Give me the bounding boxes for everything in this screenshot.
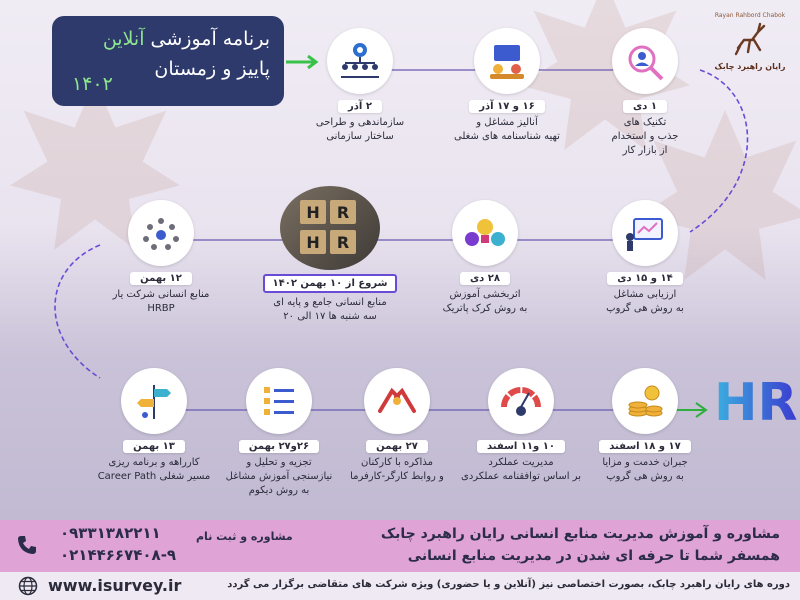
timeline-item-1	[300, 28, 420, 144]
timeline-description: اثربخشی آموزش به روش کرک پاتریک	[442, 289, 528, 314]
hr-logo	[712, 372, 798, 428]
checklist-icon	[246, 368, 312, 434]
job-evaluation-icon	[612, 200, 678, 266]
timeline-date: ۱۲ بهمن	[130, 272, 192, 285]
company-tagline-1: مشاوره و آموزش مدیریت منابع انسانی رایان راهبرد چابک	[380, 526, 780, 542]
timeline-date: ۲ آذر	[338, 100, 382, 113]
hrbp-network-icon	[128, 200, 194, 266]
timeline-item-8	[84, 368, 224, 484]
svg-text:HR: HR	[714, 373, 798, 428]
timeline-item-9	[214, 368, 344, 498]
negotiation-icon	[364, 368, 430, 434]
job-analysis-icon	[474, 28, 540, 94]
company-logo: Rayan Rahbord Chabok رایان راهبرد چابک	[714, 12, 786, 71]
career-path-icon	[121, 368, 187, 434]
timeline-description: مذاکره با کارکنان و روابط کارگر-کارفرما	[350, 457, 444, 482]
title-year: ۱۴۰۲	[72, 73, 113, 95]
timeline-date: ۱ دی	[623, 100, 667, 113]
footer-note: دوره های رایان راهبرد چابک، بصورت اختصاصی نیز (آنلاین و یا حضوری) ویژه شرکت های متقاضی برگزار می گردد	[227, 579, 790, 590]
timeline-description: منابع انسانی شرکت یار HRBP	[112, 289, 210, 314]
timeline-item-10	[332, 368, 462, 484]
phone-icon	[16, 534, 38, 556]
timeline-description: سازماندهی و طراحی ساختار سازمانی	[315, 117, 405, 142]
timeline-date: ۱۳ بهمن	[123, 440, 185, 453]
timeline-item-6	[250, 186, 410, 324]
title-line-1: برنامه آموزشی آنلاین	[102, 28, 270, 50]
footer	[0, 572, 800, 600]
timeline-item-5	[420, 200, 550, 316]
timeline-date: ۲۶و۲۷ بهمن	[239, 440, 319, 453]
hr-cubes-image: H R H R	[280, 186, 380, 270]
program-title-box	[52, 16, 284, 106]
deer-icon	[730, 18, 770, 58]
timeline-item-3	[590, 28, 700, 158]
timeline-item-11	[446, 368, 596, 484]
timeline-item-7	[96, 200, 226, 316]
timeline-description: تجزیه و تحلیل و نیازسنجی آموزش مشاغل به روش دیکوم	[225, 457, 333, 496]
company-tagline-2: همسفر شما تا حرفه ای شدن در مدیریت منابع انسانی	[407, 548, 780, 564]
register-label: مشاوره و ثبت نام	[196, 530, 293, 543]
timeline-description: جبران خدمت و مزایا به روش هی گروپ	[602, 457, 688, 482]
timeline-description: منابع انسانی جامع و پایه ای سه شنبه ها ۱۷ الی ۲۰	[273, 297, 387, 322]
phone-number-mobile[interactable]: ۰۹۳۳۱۳۸۲۲۱۱	[60, 524, 161, 542]
timeline-description: کارراهه و برنامه ریزی مسیر شغلی Career Path	[97, 457, 211, 482]
timeline-date: ۲۷ بهمن	[366, 440, 428, 453]
timeline-description: ارزیابی مشاغل به روش هی گروپ	[606, 289, 684, 314]
recruitment-icon	[612, 28, 678, 94]
timeline-item-12	[590, 368, 700, 484]
timeline-item-2	[432, 28, 582, 144]
globe-icon	[18, 576, 38, 596]
website-link[interactable]: www.isurvey.ir	[48, 576, 182, 595]
start-date-badge: شروع از ۱۰ بهمن ۱۴۰۲	[263, 274, 398, 293]
contact-band	[0, 520, 800, 572]
compensation-coins-icon	[612, 368, 678, 434]
training-effectiveness-icon	[452, 200, 518, 266]
timeline-description: تکنیک های جذب و استخدام از بازار کار	[611, 117, 679, 156]
phone-number-office[interactable]: ۰۲۱۴۴۶۶۷۴۰۸-۹	[60, 546, 177, 564]
timeline-date: ۱۰ و۱۱ اسفند	[477, 440, 565, 453]
timeline-date: ۲۸ دی	[460, 272, 510, 285]
timeline-date: ۱۴ و ۱۵ دی	[607, 272, 682, 285]
timeline-date: ۱۶ و ۱۷ آذر	[469, 100, 544, 113]
timeline-item-4	[590, 200, 700, 316]
timeline-description: مدیریت عملکرد بر اساس توافقنامه عملکردی	[461, 457, 581, 482]
title-line-2: پاییز و زمستان	[154, 58, 270, 80]
timeline-description: آنالیز مشاغل و تهیه شناسنامه های شغلی	[454, 117, 560, 142]
performance-gauge-icon	[488, 368, 554, 434]
timeline-date: ۱۷ و ۱۸ اسفند	[599, 440, 690, 453]
org-structure-icon	[327, 28, 393, 94]
